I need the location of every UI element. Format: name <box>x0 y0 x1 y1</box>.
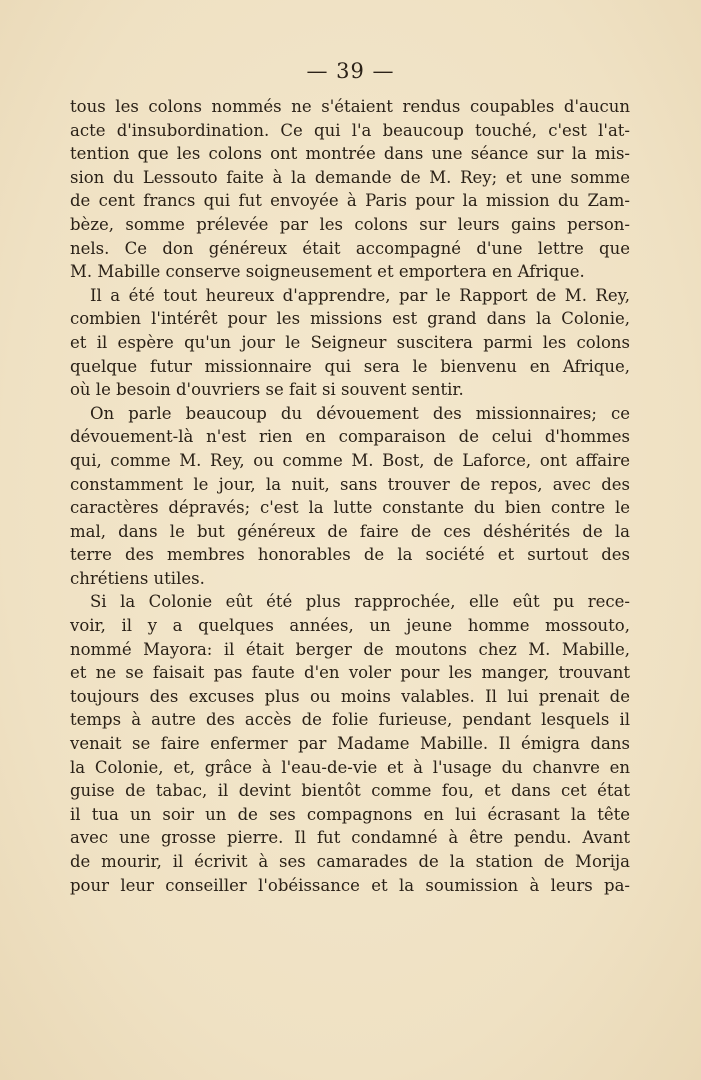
text-line: pour leur conseiller l'obéissance et la soumission à leurs pa- <box>70 875 630 895</box>
text-line: il tua un soir un de ses compagnons en lui écrasant la tête <box>70 804 630 824</box>
text-line: qui, comme M. Rey, ou comme M. Bost, de Laforce, ont affaire <box>70 450 630 470</box>
text-line: quelque futur missionnaire qui sera le bienvenu en Afrique, <box>70 356 630 376</box>
text-line: nommé Mayora: il était berger de moutons chez M. Mabille, <box>70 639 630 659</box>
text-line: terre des membres honorables de la société et surtout des <box>70 545 630 565</box>
text-line: combien l'intérêt pour les missions est grand dans la Colonie, <box>70 309 630 329</box>
body-text <box>70 95 630 897</box>
text-line: tous les colons nommés ne s'étaient rendus coupables d'aucun <box>70 97 630 116</box>
text-line: caractères dépravés; c'est la lutte constante du bien contre le <box>70 498 630 518</box>
text-line: où le besoin d'ouvriers se fait si souvent sentir. <box>70 380 464 400</box>
text-line: guise de tabac, il devint bientôt comme fou, et dans cet état <box>70 781 630 801</box>
text-line: constamment le jour, la nuit, sans trouver de repos, avec des <box>70 474 630 494</box>
text-line: de cent francs qui fut envoyée à Paris pour la mission du Zam- <box>70 191 630 211</box>
text-line: nels. Ce don généreux était accompagné d'une lettre que <box>70 238 630 258</box>
text-line: acte d'insubordination. Ce qui l'a beaucoup touché, c'est l'at- <box>70 120 630 140</box>
text-line: sion du Lessouto faite à la demande de M. Rey; et une somme <box>70 167 630 187</box>
text-line: et il espère qu'un jour le Seigneur suscitera parmi les colons <box>70 332 630 352</box>
text-line: voir, il y a quelques années, un jeune homme mossouto, <box>70 616 630 636</box>
text-line: venait se faire enfermer par Madame Mabille. Il émigra dans <box>70 734 630 754</box>
text-line: On parle beaucoup du dévouement des missionnaires; ce <box>90 403 630 423</box>
text-line: toujours des excuses plus ou moins valables. Il lui prenait de <box>70 686 630 706</box>
text-line: bèze, somme prélevée par les colons sur leurs gains person- <box>70 214 630 234</box>
text-line: tention que les colons ont montrée dans une séance sur la mis- <box>70 144 630 164</box>
text-line: M. Mabille conserve soigneusement et emportera en Afrique. <box>70 262 585 282</box>
page-number: — 39 — <box>306 59 395 83</box>
text-line: Il a été tout heureux d'apprendre, par le Rapport de M. Rey, <box>90 285 630 305</box>
text-line: avec une grosse pierre. Il fut condamné à être pendu. Avant <box>70 828 630 848</box>
text-line: mal, dans le but généreux de faire de ces déshérités de la <box>70 521 630 541</box>
text-line: chrétiens utiles. <box>70 568 205 588</box>
text-line: dévouement-là n'est rien en comparaison de celui d'hommes <box>70 427 630 447</box>
text-line: et ne se faisait pas faute d'en voler pour les manger, trouvant <box>70 663 630 683</box>
text-line: temps à autre des accès de folie furieuse, pendant lesquels il <box>70 710 630 730</box>
text-line: la Colonie, et, grâce à l'eau-de-vie et à l'usage du chanvre en <box>70 757 630 777</box>
text-line: de mourir, il écrivit à ses camarades de la station de Morija <box>70 852 630 871</box>
text-line: Si la Colonie eût été plus rapprochée, elle eût pu rece- <box>90 592 630 612</box>
